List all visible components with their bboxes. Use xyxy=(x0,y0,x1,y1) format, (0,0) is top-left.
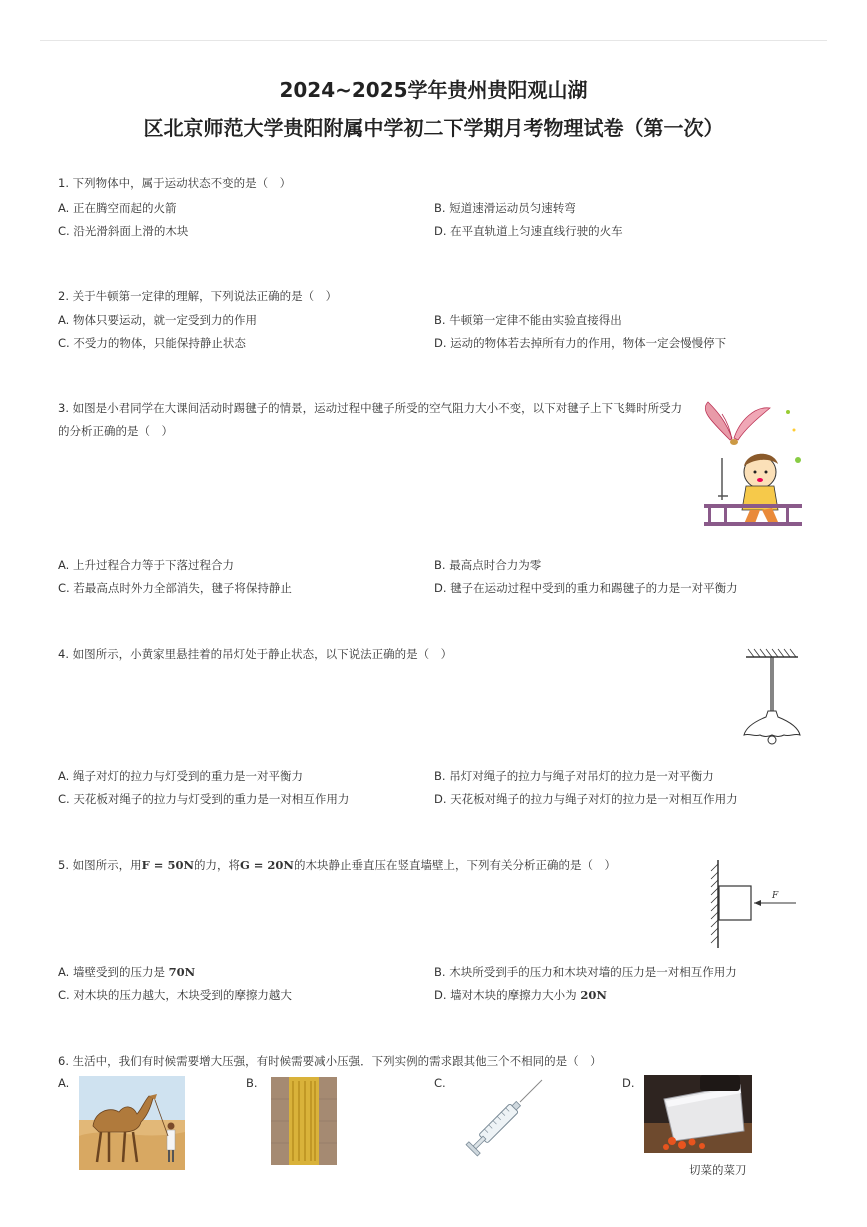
page-title-line2: 区北京师范大学贵阳附属中学初二下学期月考物理试卷（第一次） xyxy=(143,116,724,140)
question-5-stem: 5. 如图所示，用F = 50N的力，将G = 20N的木块静止垂直压在竖直墙壁上，下列有关分析正确的是（ ） xyxy=(58,858,616,872)
question-3-option-d[interactable]: D. 毽子在运动过程中受到的重力和踢毽子的力是一对平衡力 xyxy=(434,581,738,595)
question-6-option-d-label[interactable]: D. xyxy=(622,1076,635,1090)
question-3-option-a[interactable]: A. 上升过程合力等于下落过程合力 xyxy=(58,558,234,572)
question-6-option-b-label[interactable]: B. xyxy=(246,1076,258,1090)
question-2-option-c[interactable]: C. 不受力的物体，只能保持静止状态 xyxy=(58,336,246,350)
question-4-option-a[interactable]: A. 绳子对灯的拉力与灯受到的重力是一对平衡力 xyxy=(58,769,303,783)
question-3-option-c[interactable]: C. 若最高点时外力全部消失，毽子将保持静止 xyxy=(58,581,292,595)
question-3-stem-line1: 3. 如图是小君同学在大课间活动时踢毽子的情景，运动过程中毽子所受的空气阻力大小不变，以下对毽子上下飞舞时所受力 xyxy=(58,401,683,415)
force-f-value: F = 50N xyxy=(141,858,194,872)
shuttlecock-kicking-illustration xyxy=(700,400,804,540)
question-2-stem: 2. 关于牛顿第一定律的理解，下列说法正确的是（ ） xyxy=(58,289,338,303)
page-title-line1: 2024~2025学年贵州贵阳观山湖 xyxy=(279,78,588,102)
question-4-option-b[interactable]: B. 吊灯对绳子的拉力与绳子对吊灯的拉力是一对平衡力 xyxy=(434,769,714,783)
question-6-stem: 6. 生活中，我们有时候需要增大压强，有时候需要减小压强．下列实例的需求跟其他三个不相同的是（ ） xyxy=(58,1054,602,1068)
hanging-lamp-diagram xyxy=(740,645,804,750)
tactile-paving-image[interactable] xyxy=(271,1077,337,1165)
camel-in-desert-image[interactable] xyxy=(79,1076,185,1170)
question-4-stem: 4. 如图所示，小黄家里悬挂着的吊灯处于静止状态，以下说法正确的是（ ） xyxy=(58,647,453,661)
question-1-stem: 1. 下列物体中，属于运动状态不变的是（ ） xyxy=(58,176,292,190)
question-2-option-a[interactable]: A. 物体只要运动，就一定受到力的作用 xyxy=(58,313,257,327)
question-3-option-b[interactable]: B. 最高点时合力为零 xyxy=(434,558,542,572)
force-label: F xyxy=(772,891,779,901)
question-5-option-d[interactable]: D. 墙对木块的摩擦力大小为 20N xyxy=(434,988,607,1002)
question-1-option-a[interactable]: A. 正在腾空而起的火箭 xyxy=(58,201,177,215)
question-5-option-b[interactable]: B. 木块所受到手的压力和木块对墙的压力是一对相互作用力 xyxy=(434,965,737,979)
question-6-option-c-label[interactable]: C. xyxy=(434,1076,446,1090)
wall-block-force-diagram xyxy=(706,858,802,950)
question-2-option-d[interactable]: D. 运动的物体若去掉所有力的作用，物体一定会慢慢停下 xyxy=(434,336,727,350)
question-1-option-b[interactable]: B. 短道速滑运动员匀速转弯 xyxy=(434,201,576,215)
question-6-option-a-label[interactable]: A. xyxy=(58,1076,70,1090)
question-1-option-c[interactable]: C. 沿光滑斜面上滑的木块 xyxy=(58,224,189,238)
syringe-image[interactable] xyxy=(460,1076,546,1162)
kitchen-knife-image[interactable] xyxy=(644,1075,752,1153)
knife-caption: 切菜的菜刀 xyxy=(689,1163,747,1177)
question-5-option-c[interactable]: C. 对木块的压力越大，木块受到的摩擦力越大 xyxy=(58,988,292,1002)
question-4-option-d[interactable]: D. 天花板对绳子的拉力与绳子对灯的拉力是一对相互作用力 xyxy=(434,792,738,806)
question-1-option-d[interactable]: D. 在平直轨道上匀速直线行驶的火车 xyxy=(434,224,623,238)
question-2-option-b[interactable]: B. 牛顿第一定律不能由实验直接得出 xyxy=(434,313,622,327)
weight-g-value: G = 20N xyxy=(239,858,294,872)
header-divider xyxy=(40,40,827,41)
question-5-option-a[interactable]: A. 墙壁受到的压力是 70N xyxy=(58,965,196,979)
question-3-stem-line2: 的分析正确的是（ ） xyxy=(58,424,173,438)
question-4-option-c[interactable]: C. 天花板对绳子的拉力与灯受到的重力是一对相互作用力 xyxy=(58,792,350,806)
